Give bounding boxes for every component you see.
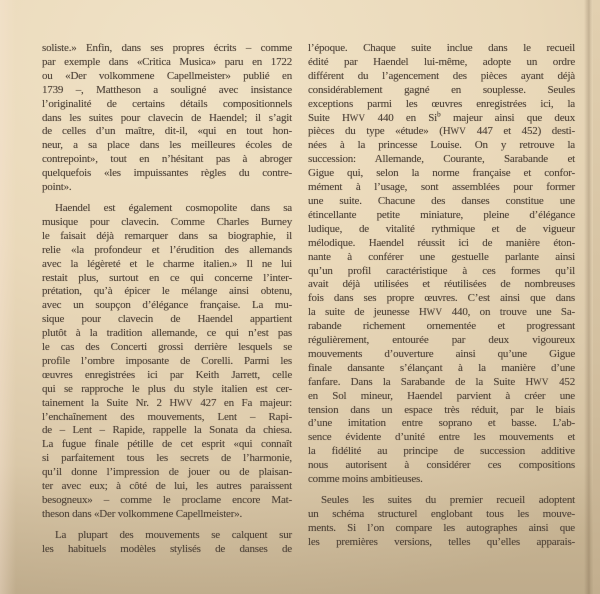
paragraph	[308, 42, 575, 487]
text-line: le faisait déjà remarquer dans sa biographie, il	[42, 229, 292, 242]
text-line: pièces du type «étude» (HWV 447 et 452) desti-	[308, 125, 575, 138]
text-line: nées à la princesse Louise. On y retrouve la	[308, 139, 575, 152]
text-line: ou «Der volkommene Capellmeister» publié en	[42, 69, 292, 82]
text-line: 1739 –, Mattheson a souligné avec insistance	[42, 83, 292, 96]
text-line: relie «la profondeur et l’érudition des allemands	[42, 243, 292, 256]
text-line: qu’il donne l’impression de jouer ou de plaisan-	[42, 466, 292, 479]
text-line: restait plus, surtout en ce qui concerne l’inter-	[42, 271, 292, 284]
text-line: une suite. Chacune des danses constitue une	[308, 194, 575, 207]
text-line: ments. Si l’on compare les autographes ainsi que	[308, 521, 575, 534]
text-line: qu’un profil caractéristique à ces formes qu’il	[308, 264, 575, 277]
text-line: les premières versions, telles qu’elles apparais-	[308, 535, 575, 548]
text-line: succession: Allemande, Courante, Sarabande et	[308, 153, 575, 166]
text-line: étincellante petite miniature, pleine d’élégance	[308, 208, 575, 221]
text-line: dans les suites pour clavecin de Haendel; il s’agit	[42, 111, 292, 124]
text-line: mément à l’usage, sont assemblées pour former	[308, 181, 575, 194]
text-line: nante à conférer une gestuelle parlante ainsi	[308, 250, 575, 263]
text-line: les habituels modèles stylisés de danses de	[42, 542, 292, 555]
text-line: avait déjà utilisées et réutilisées de nombreuses	[308, 278, 575, 291]
text-line: plutôt à la tradition allemande, ce qui n’est pas	[42, 327, 292, 340]
page-edge-strip	[593, 0, 600, 594]
text-line: considérablement gagné en souplesse. Seules	[308, 83, 575, 96]
text-line: d’une imitation entre soprano et basse. L’ab-	[308, 417, 575, 430]
text-line: mélodique. Haendel réussit ici de manière éton-	[308, 236, 575, 249]
text-line: l’époque. Chaque suite inclue dans le recueil	[308, 42, 575, 54]
text-line: de celles d’un maître, dit-il, «qui en tout hon-	[42, 125, 292, 138]
text-line: quelquefois «les impuissantes règles du contre-	[42, 167, 292, 180]
text-line: exceptions parmi les œuvres enregistrées ici, la	[308, 97, 575, 110]
text-line: sence évidente d’unité entre les mouvements et	[308, 431, 575, 444]
text-line: tension dans un espace très réduit, par le biais	[308, 403, 575, 416]
text-line: la suite de jeunesse HWV 440, on trouve une Sa-	[308, 306, 575, 319]
text-line: le cas des Concerti grossi derrière lesquels se	[42, 341, 292, 354]
text-line: ludique, de vitalité rythmique et de vigueur	[308, 222, 575, 235]
text-line: point».	[42, 181, 72, 194]
paragraph	[42, 42, 292, 195]
text-line: œuvres enregistrées ici par Keith Jarrett, celle	[42, 368, 292, 381]
text-line: Gigue qui, selon la norme française et confor-	[308, 167, 575, 180]
text-line: musique pour clavecin. Comme Charles Burney	[42, 215, 292, 228]
text-line: en Sol mineur, Haendel parvient à créer une	[308, 389, 575, 402]
text-line: theson dans «Der volkommene Capellmeister».	[42, 507, 243, 520]
text-line: nous autorisent à considérer ces compositions	[308, 459, 575, 472]
paragraph	[308, 494, 575, 550]
text-line: fanfare. Dans la Sarabande de la Suite HWV 452	[308, 375, 575, 388]
page-edge-shadow	[584, 0, 593, 594]
text-line: l’originalité de certains détails compositionnels	[42, 97, 292, 110]
text-line: ter avec eux; à côté de lui, les autres paraissent	[42, 480, 292, 493]
text-line: La fugue finale pétille de cet esprit «qui connaît	[42, 438, 292, 451]
text-line: besogneux» – comme le proclame encore Mat-	[42, 494, 292, 506]
text-line: Suite HWV 440 en Si$^b$ majeur ainsi que deux	[308, 108, 576, 124]
text-line: prétation, qu’à épicer le mélange ainsi obtenu,	[42, 285, 292, 298]
text-line: qui se rapproche le plus du style italien est cer-	[42, 382, 292, 395]
text-line: régulièrement, entourée par deux vigoureux	[308, 334, 575, 347]
text-line: rabande richement ornementée et progressant	[308, 320, 575, 333]
text-line: comme moins ambitieuses.	[308, 473, 423, 486]
left-text-column	[42, 42, 292, 557]
text-line: la fidélité au principe de succession additive	[308, 445, 575, 458]
text-line: tainement la Suite Nr. 2 HWV 427 en Fa majeur:	[42, 396, 292, 409]
text-line: l’enchaînement des mouvements, Lent – Rapi-	[42, 410, 292, 423]
text-line: profile l’ombre imposante de Corelli. Parmi les	[42, 354, 292, 367]
text-line: édité par Haendel lui-même, adopte un ordre	[308, 55, 575, 68]
text-line: mouvements d’ouverture ainsi qu’une Gigue	[308, 347, 575, 360]
text-line: fois dans ses propre œuvres. C’est ainsi que dans	[308, 292, 575, 305]
text-line: soliste.» Enfin, dans ses propres écrits – comme	[42, 42, 292, 54]
text-line: avec un soupçon d’élégance française. La mu-	[42, 299, 292, 312]
right-text-column	[308, 42, 575, 550]
text-line: contrepoint», tout en n’hésitant pas à abroger	[42, 153, 292, 166]
text-line: Seules les suites du premier recueil adoptent	[321, 494, 575, 506]
text-line: La plupart des mouvements se calquent sur	[55, 528, 292, 541]
paragraph	[42, 202, 292, 522]
text-line: de – Lent – Rapide, rappelle la Sonata da chiesa.	[42, 424, 292, 437]
paragraph	[42, 529, 292, 557]
text-line: sique pour clavecin de Haendel appartient	[42, 313, 292, 326]
text-line: avec la légèreté et le charme italien.» Il ne lui	[42, 257, 292, 270]
text-line: Haendel est également cosmopolite dans sa	[55, 201, 292, 214]
text-line: un schéma structurel englobant tous les mouve-	[308, 507, 575, 520]
text-line: finale dansante s’élançant à la manière d’une	[308, 361, 575, 374]
text-line: par exemple dans «Critica Musica» paru en 1722	[42, 55, 292, 68]
text-line: si parfaitement tous les secrets de l’harmonie,	[42, 452, 292, 465]
text-line: neur, a sa place dans les meilleures écoles de	[42, 139, 292, 152]
text-line: différent du l’agencement des pièces ayant déjà	[308, 69, 575, 82]
